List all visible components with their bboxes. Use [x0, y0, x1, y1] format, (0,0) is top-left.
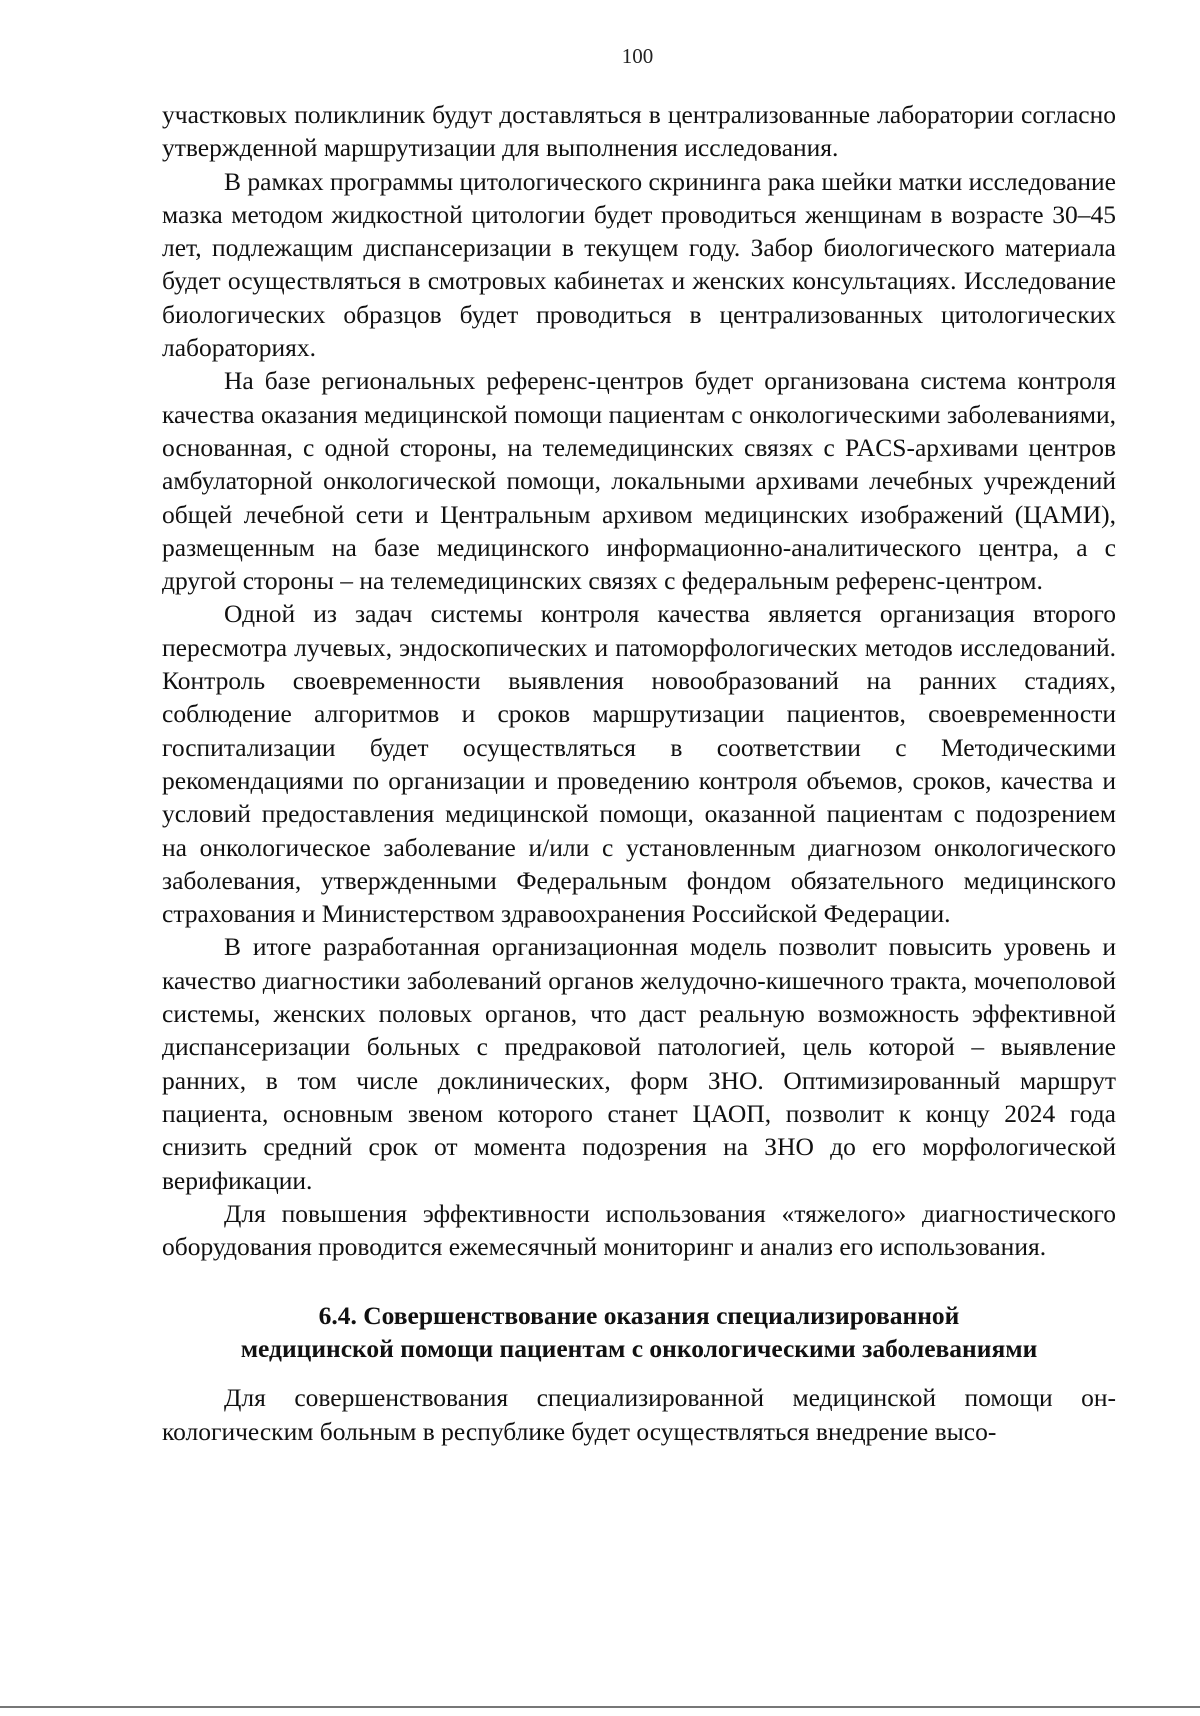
paragraph-7: Для совершенствования специализированной медицинской помощи онкологическим больным в республике будет осуществляться внедрение высо- [162, 1383, 1116, 1446]
paragraph-2: В рамках программы цитологического скрининга рака шейки матки исследование мазка методом жидкостной цитологии будет проводиться женщинам в возрасте 30–45 лет, подлежащим диспансеризации в текущем году. Забор биологического материала будет осуществляться в смотровых кабинетах и женских консультациях. Исследование биологических образцов будет проводиться в централизованных цитологических лабораториях. [162, 166, 1116, 363]
bottom-edge-line [0, 1706, 1200, 1708]
paragraph-6: Для повышения эффективности использования «тяжелого» диагностического оборудования проводится ежемесячный мониторинг и анализ его использования. [162, 1198, 1116, 1262]
body-text [162, 98, 1116, 1448]
paragraph-1: участковых поликлиник будут доставляться в централизованные лаборатории согласно утвержденной маршрутизации для выполнения исследования. [162, 100, 1116, 163]
section-heading-line-2: медицинской помощи пациентам с онкологическими заболеваниями [240, 1334, 1038, 1364]
paragraph-5: В итоге разработанная организационная модель позволит повысить уровень и качество диагностики заболеваний органов желудочно-кишечного тракта, мочеполовой системы, женских половых органов, что даст реальную возможность эффективной диспансеризации больных с предраковой патологией, цель которой – выявление ранних, в том числе доклинических, форм ЗНО. Оптимизированный маршрут пациента, основным звеном которого станет ЦАОП, позволит к концу 2024 года снизить средний срок от момента подозрения на ЗНО до его морфологической верификации. [162, 932, 1116, 1195]
section-heading-line-1: 6.4. Совершенствование оказания специализированной [318, 1301, 960, 1331]
page-number: 100 [621, 44, 654, 68]
paragraph-3: На базе региональных референс-центров будет организована система контроля качества оказания медицинской помощи пациентам с онкологическими заболеваниями, основанная, с одной стороны, на телемедицинских связях с PACS-архивами центров амбулаторной онкологической помощи, локальными архивами лечебных учреждений общей лечебной сети и Центральным архивом медицинских изображений (ЦАМИ), размещенным на базе медицинского информационно-аналитического центра, а с другой стороны – на телемедицинских связях с федеральным референс-центром. [162, 366, 1116, 596]
paragraph-4: Одной из задач системы контроля качества является организация второго пересмотра лучевых, эндоскопических и патоморфологических методов исследований. Контроль своевременности выявления новообразований на ранних стадиях, соблюдение алгоритмов и сроков маршрутизации пациентов, своевременности госпитализации будет осуществляться в соответствии с Методическими рекомендациями по организации и проведению контроля объемов, сроков, качества и условий предоставления медицинской помощи, оказанной пациентам с подозрением на онкологическое заболевание и/или с установленным диагнозом онкологического заболевания, утвержденными Федеральным фондом обязательного медицинского страхования и Министерством здравоохранения Российской Федерации. [162, 599, 1116, 929]
section-heading [162, 1263, 1116, 1381]
